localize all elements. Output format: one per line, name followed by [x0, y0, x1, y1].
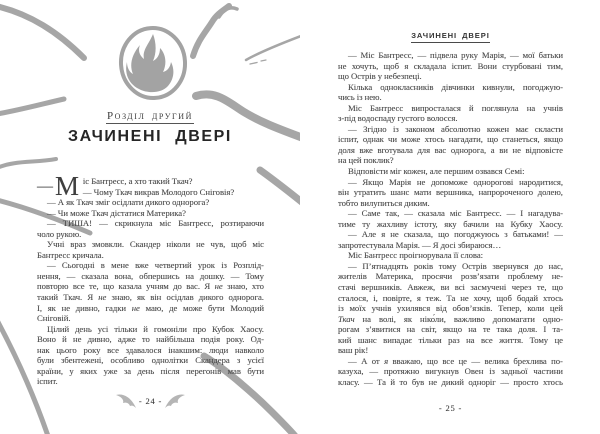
page-number-row-right [338, 398, 563, 418]
text-line: — Чому Ткач викрав Молодого Сніговія? [82, 186, 235, 197]
text-line: Кілька однокласників дівчинки кивнули, погоджую- [348, 81, 563, 92]
page-number-left: - 24 - [138, 396, 163, 406]
chapter-title: ЗАЧИНЕНІ ДВЕРІ [68, 128, 232, 145]
text-line: — Міс Бантресс, — підвела руку Марія, — мої батьки [348, 50, 563, 60]
text-line: казуха, — протяжно вигукнув Овен із задньої частини [338, 366, 563, 377]
text-line: — А як Ткач зміг осідлати дикого однорога? [47, 197, 210, 208]
flame-circle-icon [117, 24, 189, 104]
text-line: — П’ятнадцять років тому Острів звернувся до нас, [348, 260, 563, 271]
text-line: — Але я не сказала, що погоджуюсь з батьками! — [348, 229, 563, 240]
text-line: класу. — Та й то був не дикий одноріг — просто хтось [338, 376, 563, 387]
text-line: чоло рукою. [37, 228, 82, 239]
text-line: чись із нею. [338, 92, 382, 103]
text-line: із моїх учнів ухилявся від обов’язків. Тепер, коли цей [338, 303, 563, 314]
text-line: іспит, однак чи може хтось нагадати, що станеться, якщо [338, 134, 563, 145]
text-line: такий Ткач. Я не знаю, як він осідлав дикого однорога. [37, 292, 264, 303]
text-line: кий шанс випадає тільки раз на все життя. Тому це [338, 334, 563, 345]
text-line: повторю все те, що казала учням до вас. Я не знаю, хто [37, 281, 264, 292]
text-line: стачі вершників. Авжеж, ви всі засмучені через те, що [338, 282, 563, 293]
text-line: І, як не дивно, гадки не маю, де може бути Молодий [37, 302, 264, 313]
page-number-row-left [37, 391, 264, 411]
page-number-right: - 25 - [438, 403, 463, 413]
drop-cap-letter: М [54, 171, 79, 201]
body-text-left [37, 171, 264, 387]
text-line: — Сьогодні в мене вже четвертий урок із Розплід- [47, 260, 264, 271]
text-line: Ткач на волі, як ніко́ли, важливо допомагати одно- [338, 313, 563, 324]
running-header-row [338, 25, 563, 43]
text-line: жителів Материка, просячи розв’язати проблему не- [338, 271, 563, 282]
text-line: були збентежені, особливо однолітки Скандера з усієї [37, 355, 264, 366]
text-line: на цей поклик? [338, 155, 394, 166]
text-line: доля вже вготувала для вас однорога, а ви не відповісте [338, 144, 563, 155]
chapter-label: Розділ другий [106, 110, 194, 122]
text-line: Відповісти міг кожен, але першим озвався Семі: [348, 166, 525, 177]
drop-cap [37, 171, 79, 201]
text-line: сталося, і, повірте, я теж. Та не хочу, щоб бодай хтось [338, 292, 563, 303]
chapter-label-row [0, 106, 300, 124]
text-line: з-під водоспаду густого волосся. [338, 113, 458, 124]
text-line: рогам з’явитися на світ, якщо на те така доля. І та- [338, 324, 563, 335]
text-line: ваш рік! [338, 345, 369, 356]
chapter-title-row [0, 128, 300, 146]
wing-right-icon [164, 393, 186, 409]
drop-cap-dash: — [37, 178, 53, 195]
text-line: тобто вилупиться диким. [338, 197, 430, 208]
text-line: не хочуть, щоб я складала іспит. Вони стурбовані тим, [338, 60, 563, 71]
text-line: нак цього року все здавалося інакшим: люди навколо [37, 344, 264, 355]
text-line: — ТИША! — скрикнула міс Бантресс, розтираючи [47, 218, 264, 229]
text-line: країни, у яких уже за день після перегонів мав бути [37, 365, 264, 376]
text-line: він утратить шанс мати вершника, напророченого долею, [338, 187, 563, 198]
text-line: — А от я вважаю, що все це — велика брехлива по- [348, 355, 563, 366]
text-line: — Саме так, — сказала міс Бантресс. — І нагадува- [348, 208, 563, 219]
text-line: іс Бантресс, а хто такий Ткач? [82, 176, 193, 186]
text-line: що Острів у небезпеці. [338, 71, 422, 82]
text-line: — Якщо Марія не допоможе однорогові народитися, [348, 176, 563, 187]
text-line: Міс Бантресс проігнорувала її слова: [348, 250, 484, 261]
running-header: ЗАЧИНЕНІ ДВЕРІ [411, 31, 489, 43]
wing-left-icon [115, 393, 137, 409]
text-line: Міс Бантресс випросталася й поглянула на учнів [348, 102, 563, 113]
text-line: запротестувала Марія. — Я досі збираюся… [338, 239, 502, 250]
text-line: тиме ту жахливу істоту, яку бачили на Кубку Хаосу. [338, 218, 563, 229]
text-line: Цілий день усі тільки й гомоніли про Кубок Хаосу. [47, 323, 264, 334]
text-line: Сніговій. [37, 313, 71, 324]
text-line: Бантресс кричала. [37, 249, 104, 260]
text-line: Воно й не дивно, адже то найбільша подія року. Од- [37, 334, 264, 345]
text-line: — Згідно із законом абсолютно кожен має скласти [348, 123, 563, 134]
text-line: Учні враз змовкли. Скандер ніколи не чув, щоб міс [47, 239, 264, 250]
text-line: — Чи може Ткач дістатися Материка? [47, 207, 186, 218]
text-line: іспит. [37, 376, 58, 387]
page-right [300, 0, 600, 434]
text-line: нення, — сказала вона, обпершись на дошку. — Тому [37, 270, 264, 281]
body-text-right [338, 50, 563, 388]
